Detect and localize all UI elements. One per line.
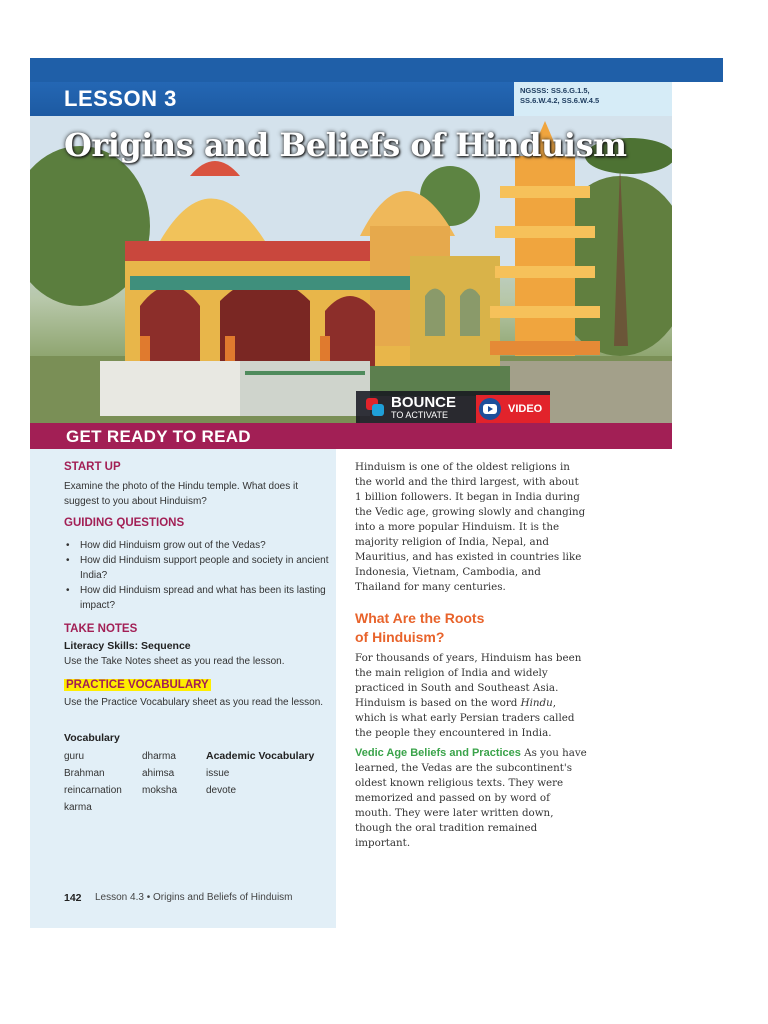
bullet-icon: •	[66, 585, 70, 596]
header-top-band	[30, 58, 723, 82]
video-label: VIDEO	[508, 403, 543, 415]
standards-line-1: NGSSS: SS.6.G.1.5,	[520, 86, 590, 95]
page-number: 142	[64, 892, 82, 904]
vocab-word: issue	[206, 768, 230, 779]
academic-vocabulary-heading: Academic Vocabulary	[206, 750, 315, 762]
vocab-word: moksha	[142, 785, 178, 796]
vedic-heading: Vedic Age Beliefs and Practices	[355, 747, 521, 759]
start-up-text: Examine the photo of the Hindu temple. What does it suggest to you about Hinduism?	[64, 481, 299, 507]
vocab-word: Brahman	[64, 768, 105, 779]
vocab-word: devote	[206, 785, 237, 796]
vocab-word: reincarnation	[64, 785, 122, 796]
intro-paragraph: Hinduism is one of the oldest religions in the world and the third largest, with about 1 billion followers. It began in India during the Vedic age, growing slowly and changing into a more popular Hinduism. It is the majority religion of India, Nepal, and Mauritius, and has existed in countries like Indonesia, Vietnam, Cambodia, and Thailand for many centuries.	[355, 461, 586, 593]
roots-heading-line-2: of Hinduism?	[355, 629, 445, 645]
roots-heading-line-1: What Are the Roots	[355, 610, 485, 626]
guiding-question: How did Hinduism spread and what has been its lasting impact?	[80, 585, 326, 611]
list-item	[64, 538, 332, 553]
standards-line-2: SS.6.W.4.2, SS.6.W.4.5	[520, 96, 600, 105]
practice-vocabulary-heading: PRACTICE VOCABULARY	[66, 679, 209, 691]
roots-text-a: For thousands of years, Hinduism has been the main religion of India and widely practiced in South and Southeast Asia. Hinduism is based on the word	[355, 652, 582, 709]
bounce-label: BOUNCE	[391, 394, 457, 411]
list-item	[64, 553, 332, 583]
play-icon	[479, 398, 501, 420]
lesson-title: Origins and Beliefs of Hinduism	[64, 126, 627, 164]
guiding-question: How did Hinduism grow out of the Vedas?	[80, 540, 266, 551]
guiding-question: How did Hinduism support people and society in ancient India?	[80, 555, 329, 581]
take-notes-heading: TAKE NOTES	[64, 623, 138, 635]
bullet-icon: •	[66, 555, 70, 566]
lesson-label: LESSON 3	[64, 86, 177, 111]
vedic-paragraph	[355, 746, 587, 851]
bounce-sublabel: TO ACTIVATE	[391, 410, 449, 420]
vocab-word: ahimsa	[142, 768, 175, 779]
vocab-word: guru	[64, 751, 85, 762]
guiding-questions-heading: GUIDING QUESTIONS	[64, 517, 185, 529]
start-up-heading: START UP	[64, 461, 121, 473]
vocab-word: dharma	[142, 751, 176, 762]
temple-photo	[30, 116, 672, 423]
roots-text-b: , which is what early Persian traders called the people they encountered in India.	[355, 697, 575, 739]
roots-text-emphasis: Hindu	[520, 697, 553, 709]
roots-heading	[355, 609, 555, 647]
get-ready-label: GET READY TO READ	[66, 427, 251, 446]
roots-paragraph	[355, 651, 587, 741]
guiding-questions-list	[64, 538, 332, 613]
vocabulary-heading: Vocabulary	[64, 732, 120, 744]
bounce-logo-icon	[366, 398, 384, 416]
list-item	[64, 583, 332, 613]
vocab-word: karma	[64, 802, 92, 813]
standards-box	[514, 82, 672, 116]
vedic-text: As you have learned, the Vedas are the subcontinent's oldest known religious texts. They were memorized and passed on by word of mouth. They were later written down, though the oral tradition remained important.	[355, 747, 587, 849]
footer-lesson-title: Lesson 4.3 • Origins and Beliefs of Hinduism	[95, 892, 293, 903]
take-notes-text: Use the Take Notes sheet as you read the lesson.	[64, 656, 285, 667]
bullet-icon: •	[66, 540, 70, 551]
practice-vocabulary-text: Use the Practice Vocabulary sheet as you read the lesson.	[64, 697, 324, 708]
literacy-skill-label: Literacy Skills: Sequence	[64, 640, 191, 652]
